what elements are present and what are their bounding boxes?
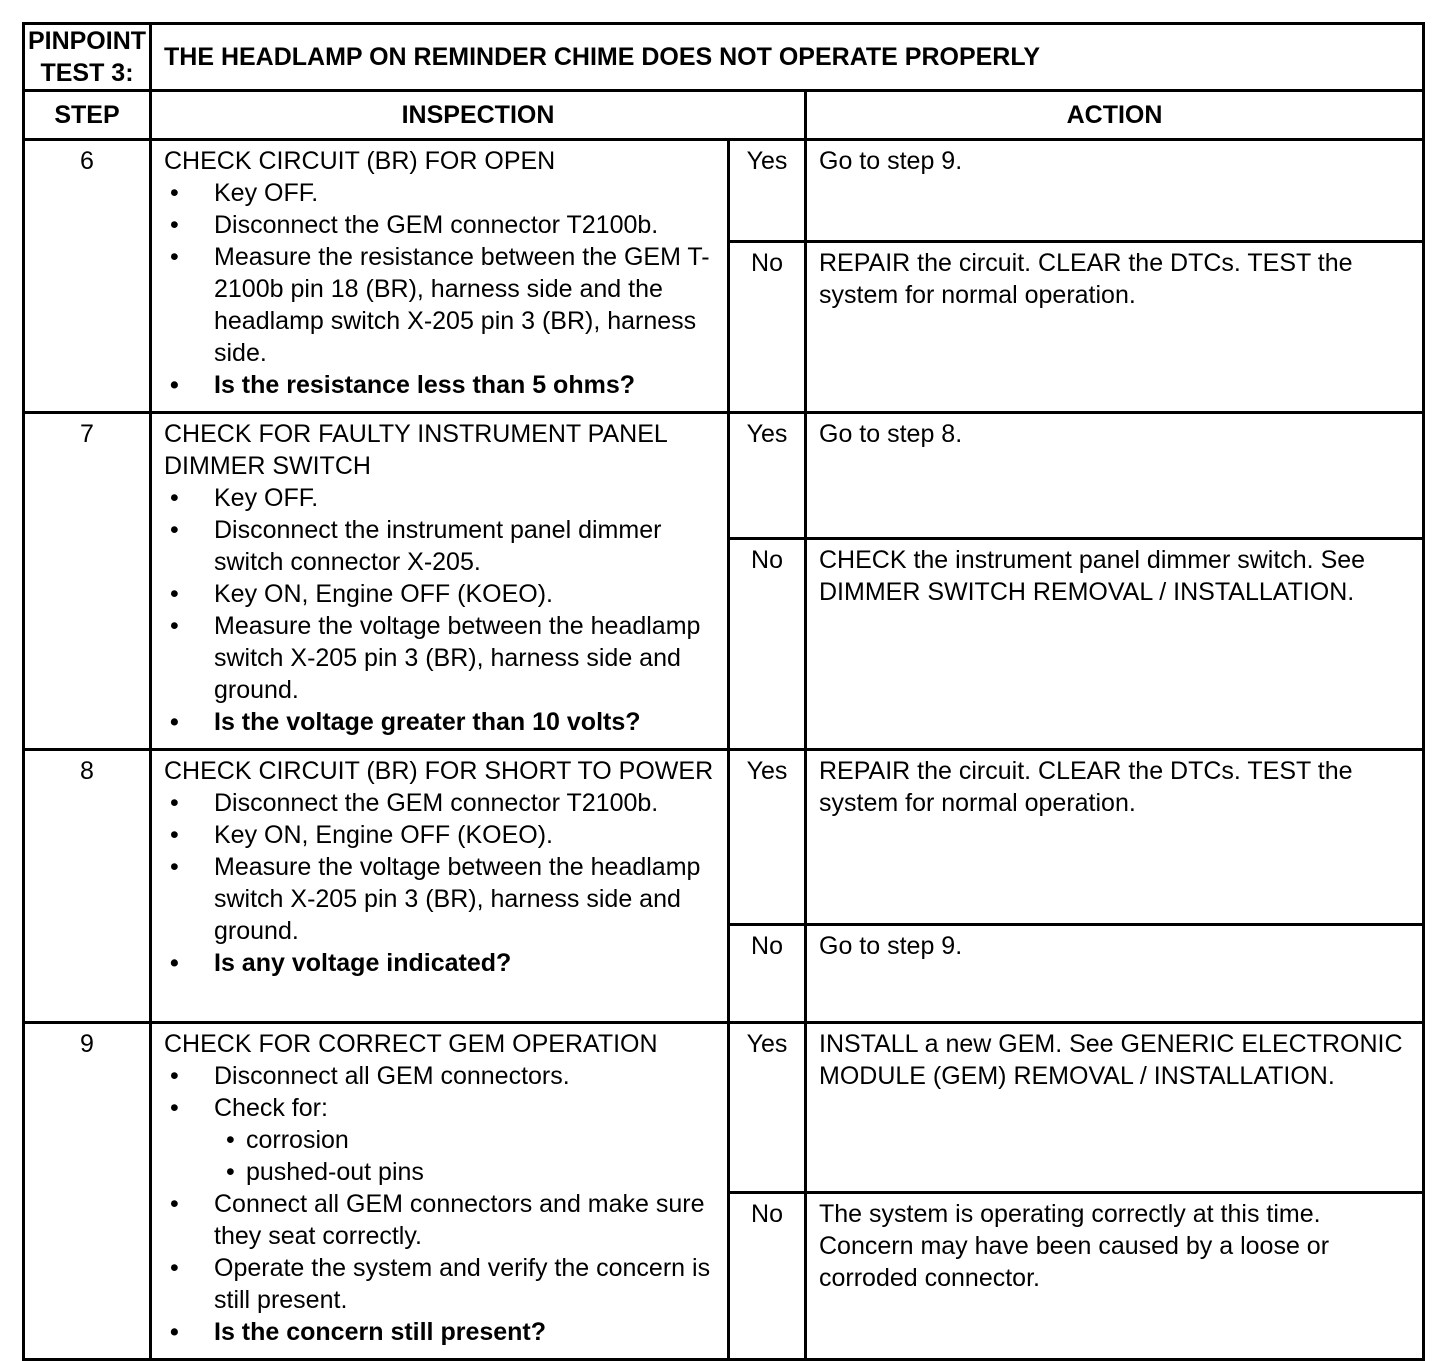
inspection-item: • Measure the resistance between the GEM T-2100b pin 18 (BR), harness side and the headlamp switch X-205 pin 3 (BR), harness side.: [164, 241, 719, 369]
inspection-item: • Measure the voltage between the headlamp switch X-205 pin 3 (BR), harness side and ground.: [164, 851, 719, 947]
inspection-item: • Disconnect the GEM connector T2100b.: [164, 787, 719, 819]
step-number: 8: [24, 750, 151, 1023]
inspection-header: INSPECTION: [151, 91, 806, 140]
no-label: No: [729, 242, 806, 413]
inspection-list: [164, 787, 719, 979]
no-label: No: [729, 925, 806, 1023]
sub-item: • pushed-out pins: [214, 1156, 719, 1188]
inspection-cell: [151, 413, 729, 750]
inspection-item: • Key ON, Engine OFF (KOEO).: [164, 578, 719, 610]
sub-list: [214, 1124, 719, 1188]
no-action: Go to step 9.: [806, 925, 1424, 1023]
yes-label: Yes: [729, 413, 806, 539]
inspection-item: • Connect all GEM connectors and make sure they seat correctly.: [164, 1188, 719, 1252]
sub-item: • corrosion: [214, 1124, 719, 1156]
header-row: [24, 91, 1424, 140]
no-action: The system is operating correctly at this time. Concern may have been caused by a loose or corroded connector.: [806, 1193, 1424, 1360]
step-number: 9: [24, 1023, 151, 1360]
inspection-item: • Disconnect all GEM connectors.: [164, 1060, 719, 1092]
test-title: THE HEADLAMP ON REMINDER CHIME DOES NOT OPERATE PROPERLY: [151, 24, 1424, 91]
no-label: No: [729, 539, 806, 750]
inspection-question: • Is the resistance less than 5 ohms?: [164, 369, 719, 401]
inspection-question: • Is any voltage indicated?: [164, 947, 719, 979]
inspection-list: [164, 1060, 719, 1348]
step-row: [24, 140, 1424, 242]
inspection-item: • Disconnect the GEM connector T2100b.: [164, 209, 719, 241]
step-header: STEP: [24, 91, 151, 140]
inspection-item: • Measure the voltage between the headlamp switch X-205 pin 3 (BR), harness side and ground.: [164, 610, 719, 706]
test-label: PINPOINT TEST 3:: [24, 24, 151, 91]
step-heading: CHECK CIRCUIT (BR) FOR SHORT TO POWER: [164, 757, 714, 785]
inspection-cell: [151, 140, 729, 413]
inspection-item: • Key OFF.: [164, 482, 719, 514]
yes-action: Go to step 9.: [806, 140, 1424, 242]
pinpoint-test-table: [22, 22, 1425, 1361]
inspection-item-text: Check for:: [214, 1094, 328, 1122]
title-row: [24, 24, 1424, 91]
inspection-question: • Is the concern still present?: [164, 1316, 719, 1348]
step-row: [24, 750, 1424, 925]
inspection-cell: [151, 750, 729, 1023]
yes-label: Yes: [729, 1023, 806, 1193]
pinpoint-test-document: [22, 22, 1422, 1361]
yes-action: INSTALL a new GEM. See GENERIC ELECTRONIC MODULE (GEM) REMOVAL / INSTALLATION.: [806, 1023, 1424, 1193]
inspection-item: • Key ON, Engine OFF (KOEO).: [164, 819, 719, 851]
no-label: No: [729, 1193, 806, 1360]
no-action: CHECK the instrument panel dimmer switch. See DIMMER SWITCH REMOVAL / INSTALLATION.: [806, 539, 1424, 750]
inspection-item: • Disconnect the instrument panel dimmer switch connector X-205.: [164, 514, 719, 578]
step-row: [24, 413, 1424, 539]
step-heading: CHECK CIRCUIT (BR) FOR OPEN: [164, 147, 556, 175]
step-number: 7: [24, 413, 151, 750]
yes-label: Yes: [729, 140, 806, 242]
inspection-item: • Key OFF.: [164, 177, 719, 209]
no-action: REPAIR the circuit. CLEAR the DTCs. TEST the system for normal operation.: [806, 242, 1424, 413]
step-number: 6: [24, 140, 151, 413]
step-heading: CHECK FOR CORRECT GEM OPERATION: [164, 1030, 658, 1058]
yes-label: Yes: [729, 750, 806, 925]
yes-action: Go to step 8.: [806, 413, 1424, 539]
inspection-item: [164, 1092, 719, 1188]
inspection-question: • Is the voltage greater than 10 volts?: [164, 706, 719, 738]
step-row: [24, 1023, 1424, 1193]
inspection-item: • Operate the system and verify the concern is still present.: [164, 1252, 719, 1316]
yes-action: REPAIR the circuit. CLEAR the DTCs. TEST the system for normal operation.: [806, 750, 1424, 925]
action-header: ACTION: [806, 91, 1424, 140]
inspection-cell: [151, 1023, 729, 1360]
inspection-list: [164, 177, 719, 401]
step-heading: CHECK FOR FAULTY INSTRUMENT PANEL DIMMER SWITCH: [164, 420, 667, 480]
inspection-list: [164, 482, 719, 738]
